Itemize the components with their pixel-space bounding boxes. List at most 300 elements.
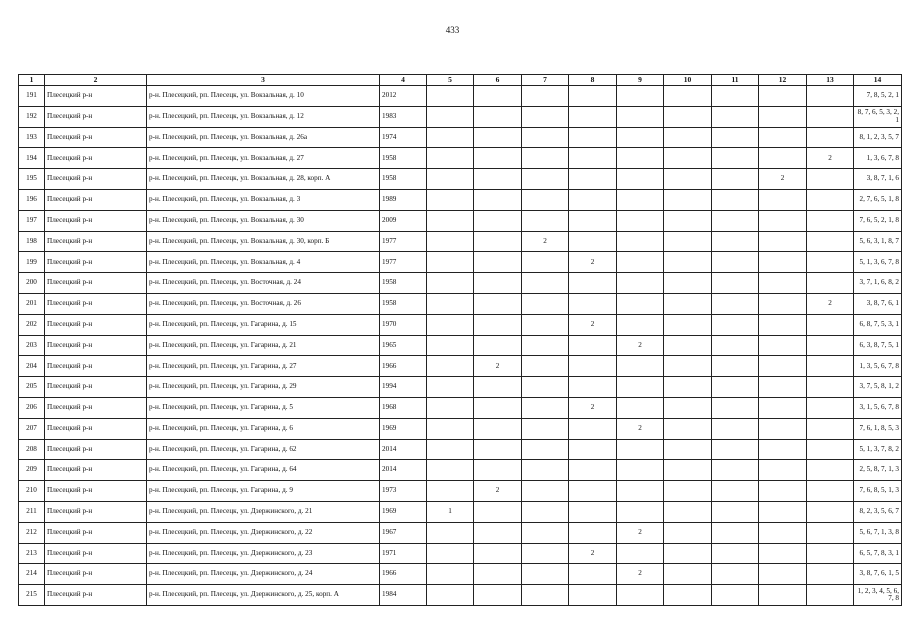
header-row — [19, 75, 902, 86]
col6-cell — [474, 418, 522, 439]
row-number-cell: 211 — [19, 501, 45, 522]
address-cell: р-н. Плесецкий, рп. Плесецк, ул. Гагарина, д. 29 — [147, 377, 380, 398]
col7-cell: 2 — [522, 231, 569, 252]
col10-cell — [664, 397, 712, 418]
codes-cell: 3, 8, 7, 6, 1, 5 — [854, 564, 902, 585]
row-number-cell: 203 — [19, 335, 45, 356]
address-cell: р-н. Плесецкий, рп. Плесецк, ул. Дзержинского, д. 25, корп. А — [147, 585, 380, 606]
col5-cell — [427, 397, 474, 418]
col6-cell — [474, 86, 522, 107]
year-cell: 1965 — [380, 335, 427, 356]
year-cell: 1967 — [380, 522, 427, 543]
col9-cell — [617, 148, 664, 169]
district-cell: Плесецкий р-н — [45, 273, 147, 294]
table-row — [19, 86, 902, 107]
district-cell: Плесецкий р-н — [45, 585, 147, 606]
col6-cell: 2 — [474, 481, 522, 502]
col8-cell — [569, 86, 617, 107]
year-cell: 1966 — [380, 356, 427, 377]
row-number-cell: 213 — [19, 543, 45, 564]
col13-cell — [807, 377, 854, 398]
col8-cell — [569, 564, 617, 585]
col10-cell — [664, 127, 712, 148]
col11-cell — [712, 314, 759, 335]
row-number-cell: 207 — [19, 418, 45, 439]
col12-cell — [759, 564, 807, 585]
col8-cell — [569, 522, 617, 543]
col13-cell — [807, 397, 854, 418]
table-row — [19, 481, 902, 502]
col9-cell: 2 — [617, 522, 664, 543]
district-cell: Плесецкий р-н — [45, 481, 147, 502]
table-row — [19, 335, 902, 356]
col5-cell — [427, 335, 474, 356]
codes-cell: 2, 7, 6, 5, 1, 8 — [854, 189, 902, 210]
year-cell: 1974 — [380, 127, 427, 148]
year-cell: 1983 — [380, 106, 427, 127]
col10-cell — [664, 356, 712, 377]
col7-cell — [522, 293, 569, 314]
col8-cell — [569, 335, 617, 356]
address-cell: р-н. Плесецкий, рп. Плесецк, ул. Вокзальная, д. 27 — [147, 148, 380, 169]
col9-cell — [617, 481, 664, 502]
col5-cell — [427, 293, 474, 314]
codes-cell: 1, 3, 6, 7, 8 — [854, 148, 902, 169]
row-number-cell: 202 — [19, 314, 45, 335]
col13-cell — [807, 564, 854, 585]
col11-cell — [712, 501, 759, 522]
col6-cell — [474, 501, 522, 522]
address-cell: р-н. Плесецкий, рп. Плесецк, ул. Вокзальная, д. 10 — [147, 86, 380, 107]
col5-cell — [427, 481, 474, 502]
col12-cell — [759, 252, 807, 273]
col6-cell — [474, 314, 522, 335]
year-cell: 1970 — [380, 314, 427, 335]
column-header-7: 7 — [522, 75, 569, 86]
district-cell: Плесецкий р-н — [45, 397, 147, 418]
col8-cell: 2 — [569, 252, 617, 273]
col13-cell — [807, 252, 854, 273]
col13-cell — [807, 439, 854, 460]
table-row — [19, 106, 902, 127]
col12-cell — [759, 397, 807, 418]
col8-cell — [569, 439, 617, 460]
codes-cell: 3, 8, 7, 1, 6 — [854, 169, 902, 190]
col12-cell — [759, 231, 807, 252]
row-number-cell: 196 — [19, 189, 45, 210]
codes-cell: 3, 1, 5, 6, 7, 8 — [854, 397, 902, 418]
col12-cell — [759, 585, 807, 606]
col11-cell — [712, 127, 759, 148]
address-cell: р-н. Плесецкий, рп. Плесецк, ул. Гагарина, д. 64 — [147, 460, 380, 481]
col9-cell — [617, 460, 664, 481]
col7-cell — [522, 377, 569, 398]
row-number-cell: 191 — [19, 86, 45, 107]
column-header-10: 10 — [664, 75, 712, 86]
col13-cell — [807, 189, 854, 210]
table-row — [19, 418, 902, 439]
col7-cell — [522, 564, 569, 585]
col10-cell — [664, 210, 712, 231]
year-cell: 1971 — [380, 543, 427, 564]
col7-cell — [522, 522, 569, 543]
col9-cell — [617, 314, 664, 335]
col8-cell — [569, 127, 617, 148]
col9-cell — [617, 585, 664, 606]
col9-cell — [617, 252, 664, 273]
year-cell: 1969 — [380, 418, 427, 439]
col9-cell — [617, 273, 664, 294]
column-header-4: 4 — [380, 75, 427, 86]
col12-cell — [759, 273, 807, 294]
table-header — [19, 75, 902, 86]
col11-cell — [712, 439, 759, 460]
col11-cell — [712, 231, 759, 252]
table-row — [19, 252, 902, 273]
page-number: 433 — [445, 25, 460, 35]
col6-cell — [474, 522, 522, 543]
col10-cell — [664, 543, 712, 564]
col9-cell — [617, 293, 664, 314]
column-header-11: 11 — [712, 75, 759, 86]
col13-cell: 2 — [807, 293, 854, 314]
district-cell: Плесецкий р-н — [45, 356, 147, 377]
address-cell: р-н. Плесецкий, рп. Плесецк, ул. Восточная, д. 26 — [147, 293, 380, 314]
year-cell: 2014 — [380, 439, 427, 460]
col10-cell — [664, 314, 712, 335]
district-cell: Плесецкий р-н — [45, 293, 147, 314]
col7-cell — [522, 252, 569, 273]
codes-cell: 3, 8, 7, 6, 1 — [854, 293, 902, 314]
col12-cell — [759, 481, 807, 502]
col6-cell — [474, 148, 522, 169]
table-row — [19, 314, 902, 335]
col8-cell — [569, 356, 617, 377]
col6-cell — [474, 106, 522, 127]
col12-cell — [759, 543, 807, 564]
col8-cell — [569, 106, 617, 127]
district-cell: Плесецкий р-н — [45, 252, 147, 273]
table-row — [19, 501, 902, 522]
col13-cell — [807, 231, 854, 252]
col11-cell — [712, 481, 759, 502]
address-cell: р-н. Плесецкий, рп. Плесецк, ул. Гагарина, д. 15 — [147, 314, 380, 335]
table-row — [19, 127, 902, 148]
col8-cell — [569, 418, 617, 439]
row-number-cell: 192 — [19, 106, 45, 127]
row-number-cell: 195 — [19, 169, 45, 190]
column-header-2: 2 — [45, 75, 147, 86]
col11-cell — [712, 460, 759, 481]
codes-cell: 6, 5, 7, 8, 3, 1 — [854, 543, 902, 564]
col13-cell — [807, 460, 854, 481]
table-row — [19, 439, 902, 460]
col7-cell — [522, 356, 569, 377]
col7-cell — [522, 335, 569, 356]
col10-cell — [664, 252, 712, 273]
col7-cell — [522, 585, 569, 606]
column-header-8: 8 — [569, 75, 617, 86]
col12-cell — [759, 314, 807, 335]
col6-cell — [474, 252, 522, 273]
col10-cell — [664, 481, 712, 502]
year-cell: 1994 — [380, 377, 427, 398]
district-cell: Плесецкий р-н — [45, 189, 147, 210]
column-header-14: 14 — [854, 75, 902, 86]
col11-cell — [712, 418, 759, 439]
table-row — [19, 231, 902, 252]
col10-cell — [664, 169, 712, 190]
col9-cell — [617, 127, 664, 148]
codes-cell: 7, 6, 5, 2, 1, 8 — [854, 210, 902, 231]
row-number-cell: 200 — [19, 273, 45, 294]
col6-cell — [474, 293, 522, 314]
address-cell: р-н. Плесецкий, рп. Плесецк, ул. Дзержинского, д. 22 — [147, 522, 380, 543]
col12-cell — [759, 418, 807, 439]
col13-cell — [807, 169, 854, 190]
year-cell: 1969 — [380, 501, 427, 522]
col10-cell — [664, 564, 712, 585]
table-body — [19, 86, 902, 606]
col5-cell — [427, 106, 474, 127]
col6-cell — [474, 273, 522, 294]
col7-cell — [522, 397, 569, 418]
codes-cell: 8, 2, 3, 5, 6, 7 — [854, 501, 902, 522]
col8-cell: 2 — [569, 314, 617, 335]
col13-cell — [807, 501, 854, 522]
col12-cell — [759, 460, 807, 481]
col5-cell — [427, 439, 474, 460]
year-cell: 2009 — [380, 210, 427, 231]
col7-cell — [522, 439, 569, 460]
col12-cell — [759, 293, 807, 314]
col5-cell — [427, 543, 474, 564]
col9-cell: 2 — [617, 418, 664, 439]
row-number-cell: 206 — [19, 397, 45, 418]
col6-cell — [474, 543, 522, 564]
col12-cell — [759, 210, 807, 231]
col12-cell — [759, 148, 807, 169]
col9-cell — [617, 86, 664, 107]
col11-cell — [712, 397, 759, 418]
address-cell: р-н. Плесецкий, рп. Плесецк, ул. Гагарина, д. 5 — [147, 397, 380, 418]
col10-cell — [664, 148, 712, 169]
table-row — [19, 273, 902, 294]
column-header-9: 9 — [617, 75, 664, 86]
district-cell: Плесецкий р-н — [45, 522, 147, 543]
row-number-cell: 201 — [19, 293, 45, 314]
year-cell: 1958 — [380, 148, 427, 169]
col5-cell — [427, 127, 474, 148]
col8-cell — [569, 210, 617, 231]
col5-cell — [427, 148, 474, 169]
codes-cell: 1, 3, 5, 6, 7, 8 — [854, 356, 902, 377]
col10-cell — [664, 293, 712, 314]
col5-cell — [427, 189, 474, 210]
district-cell: Плесецкий р-н — [45, 314, 147, 335]
address-cell: р-н. Плесецкий, рп. Плесецк, ул. Дзержинского, д. 23 — [147, 543, 380, 564]
col9-cell — [617, 210, 664, 231]
col11-cell — [712, 189, 759, 210]
row-number-cell: 198 — [19, 231, 45, 252]
address-cell: р-н. Плесецкий, рп. Плесецк, ул. Вокзальная, д. 3 — [147, 189, 380, 210]
col7-cell — [522, 501, 569, 522]
year-cell: 1977 — [380, 252, 427, 273]
col11-cell — [712, 585, 759, 606]
col6-cell — [474, 439, 522, 460]
address-cell: р-н. Плесецкий, рп. Плесецк, ул. Вокзальная, д. 4 — [147, 252, 380, 273]
district-cell: Плесецкий р-н — [45, 377, 147, 398]
address-cell: р-н. Плесецкий, рп. Плесецк, ул. Восточная, д. 24 — [147, 273, 380, 294]
col8-cell — [569, 585, 617, 606]
district-cell: Плесецкий р-н — [45, 439, 147, 460]
col8-cell — [569, 189, 617, 210]
col9-cell — [617, 106, 664, 127]
col7-cell — [522, 189, 569, 210]
table-row — [19, 585, 902, 606]
col10-cell — [664, 86, 712, 107]
table-row — [19, 169, 902, 190]
col5-cell — [427, 210, 474, 231]
col12-cell — [759, 86, 807, 107]
col11-cell — [712, 273, 759, 294]
col5-cell — [427, 273, 474, 294]
codes-cell: 3, 7, 1, 6, 8, 2 — [854, 273, 902, 294]
district-cell: Плесецкий р-н — [45, 418, 147, 439]
district-cell: Плесецкий р-н — [45, 564, 147, 585]
codes-cell: 7, 6, 8, 5, 1, 3 — [854, 481, 902, 502]
col8-cell — [569, 460, 617, 481]
col13-cell — [807, 543, 854, 564]
district-cell: Плесецкий р-н — [45, 127, 147, 148]
col6-cell — [474, 377, 522, 398]
col13-cell — [807, 86, 854, 107]
district-cell: Плесецкий р-н — [45, 169, 147, 190]
table-row — [19, 377, 902, 398]
col8-cell: 2 — [569, 397, 617, 418]
col7-cell — [522, 460, 569, 481]
col6-cell — [474, 169, 522, 190]
col5-cell — [427, 314, 474, 335]
codes-cell: 5, 1, 3, 7, 8, 2 — [854, 439, 902, 460]
codes-cell: 7, 8, 5, 2, 1 — [854, 86, 902, 107]
col9-cell: 2 — [617, 564, 664, 585]
address-cell: р-н. Плесецкий, рп. Плесецк, ул. Вокзальная, д. 28, корп. А — [147, 169, 380, 190]
col5-cell — [427, 418, 474, 439]
row-number-cell: 199 — [19, 252, 45, 273]
col10-cell — [664, 501, 712, 522]
col13-cell — [807, 127, 854, 148]
row-number-cell: 212 — [19, 522, 45, 543]
codes-cell: 1, 2, 3, 4, 5, 6, 7, 8 — [854, 585, 902, 606]
district-cell: Плесецкий р-н — [45, 210, 147, 231]
col8-cell: 2 — [569, 543, 617, 564]
column-header-12: 12 — [759, 75, 807, 86]
table-row — [19, 356, 902, 377]
col6-cell — [474, 127, 522, 148]
col10-cell — [664, 231, 712, 252]
col8-cell — [569, 293, 617, 314]
col12-cell — [759, 189, 807, 210]
column-header-3: 3 — [147, 75, 380, 86]
col11-cell — [712, 522, 759, 543]
col11-cell — [712, 210, 759, 231]
col11-cell — [712, 356, 759, 377]
col7-cell — [522, 86, 569, 107]
col5-cell — [427, 377, 474, 398]
district-cell: Плесецкий р-н — [45, 231, 147, 252]
col5-cell — [427, 86, 474, 107]
col10-cell — [664, 106, 712, 127]
column-header-6: 6 — [474, 75, 522, 86]
col5-cell — [427, 169, 474, 190]
row-number-cell: 208 — [19, 439, 45, 460]
table-row — [19, 210, 902, 231]
table-row — [19, 293, 902, 314]
register-table — [18, 74, 902, 606]
table-row — [19, 543, 902, 564]
table-row — [19, 397, 902, 418]
year-cell: 2012 — [380, 86, 427, 107]
col9-cell — [617, 356, 664, 377]
col10-cell — [664, 522, 712, 543]
district-cell: Плесецкий р-н — [45, 106, 147, 127]
codes-cell: 5, 1, 3, 6, 7, 8 — [854, 252, 902, 273]
table-row — [19, 564, 902, 585]
address-cell: р-н. Плесецкий, рп. Плесецк, ул. Вокзальная, д. 30 — [147, 210, 380, 231]
year-cell: 1958 — [380, 169, 427, 190]
column-header-1: 1 — [19, 75, 45, 86]
table-row — [19, 522, 902, 543]
col6-cell — [474, 585, 522, 606]
row-number-cell: 209 — [19, 460, 45, 481]
col8-cell — [569, 377, 617, 398]
column-header-13: 13 — [807, 75, 854, 86]
col6-cell: 2 — [474, 356, 522, 377]
col10-cell — [664, 460, 712, 481]
col12-cell — [759, 377, 807, 398]
row-number-cell: 210 — [19, 481, 45, 502]
col9-cell — [617, 543, 664, 564]
col7-cell — [522, 418, 569, 439]
col13-cell — [807, 418, 854, 439]
col7-cell — [522, 169, 569, 190]
col5-cell — [427, 252, 474, 273]
col12-cell — [759, 127, 807, 148]
col13-cell — [807, 210, 854, 231]
address-cell: р-н. Плесецкий, рп. Плесецк, ул. Гагарина, д. 62 — [147, 439, 380, 460]
row-number-cell: 214 — [19, 564, 45, 585]
col9-cell — [617, 439, 664, 460]
col7-cell — [522, 314, 569, 335]
address-cell: р-н. Плесецкий, рп. Плесецк, ул. Гагарина, д. 27 — [147, 356, 380, 377]
row-number-cell: 197 — [19, 210, 45, 231]
col8-cell — [569, 169, 617, 190]
col5-cell — [427, 460, 474, 481]
year-cell: 1958 — [380, 273, 427, 294]
col9-cell — [617, 501, 664, 522]
row-number-cell: 205 — [19, 377, 45, 398]
col12-cell — [759, 439, 807, 460]
col11-cell — [712, 377, 759, 398]
address-cell: р-н. Плесецкий, рп. Плесецк, ул. Вокзальная, д. 12 — [147, 106, 380, 127]
col11-cell — [712, 293, 759, 314]
col12-cell — [759, 356, 807, 377]
row-number-cell: 204 — [19, 356, 45, 377]
col10-cell — [664, 273, 712, 294]
col5-cell: 1 — [427, 501, 474, 522]
col10-cell — [664, 377, 712, 398]
